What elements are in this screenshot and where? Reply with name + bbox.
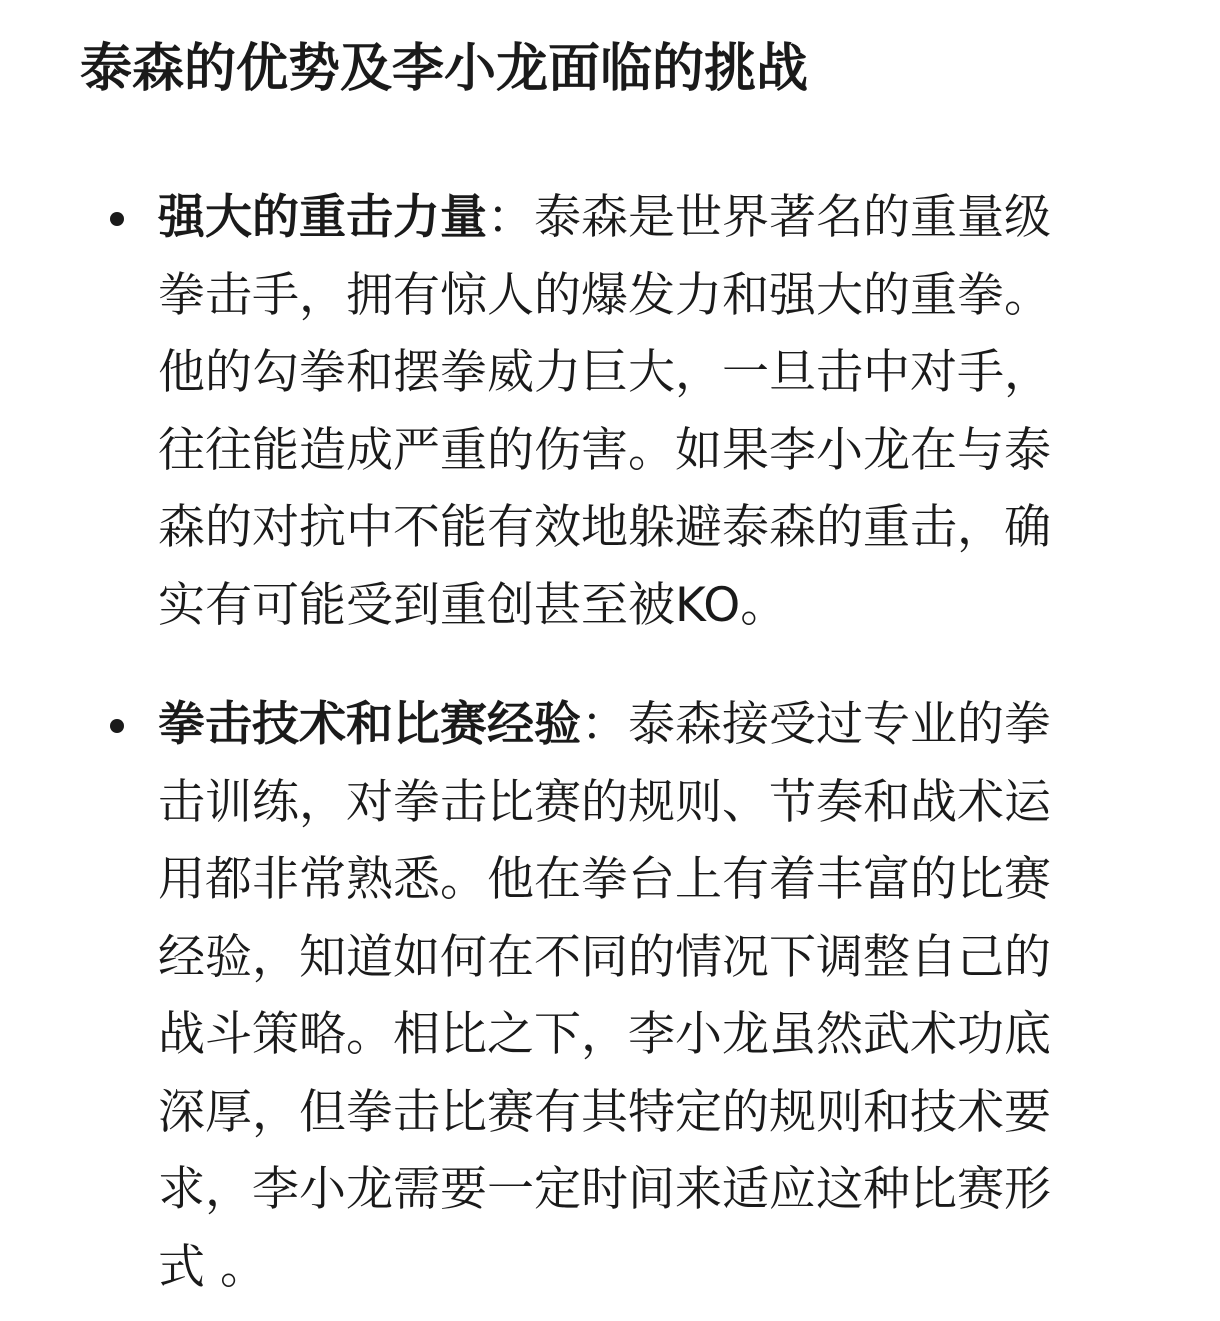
list-item-separator: ： <box>581 697 628 752</box>
bullet-dot-icon <box>110 212 124 226</box>
bullet-dot-icon <box>110 719 124 733</box>
list-item-title: 拳击技术和比赛经验 <box>158 697 581 752</box>
list-item-separator: ： <box>487 190 534 245</box>
page-title: 泰森的优势及李小龙面临的挑战 <box>80 39 809 99</box>
list-item-title: 强大的重击力量 <box>158 190 487 245</box>
list-item-body: 泰森是世界著名的重量级拳击手，拥有惊人的爆发力和强大的重拳。他的勾拳和摆拳威力巨大，一旦击中对手，往往能造成严重的伤害。如果李小龙在与泰森的对抗中不能有效地躲避泰森的重击，确实有可能受到重创甚至被KO。 <box>158 190 1051 633</box>
list-item-text <box>158 686 1093 1306</box>
list-item-text <box>158 179 1093 644</box>
list-item-body: 泰森接受过专业的拳击训练，对拳击比赛的规则、节奏和战术运用都非常熟悉。他在拳台上有着丰富的比赛经验，知道如何在不同的情况下调整自己的战斗策略。相比之下，李小龙虽然武术功底深厚，但拳击比赛有其特定的规则和技术要求，李小龙需要一定时间来适应这种比赛形式 。 <box>158 697 1051 1295</box>
